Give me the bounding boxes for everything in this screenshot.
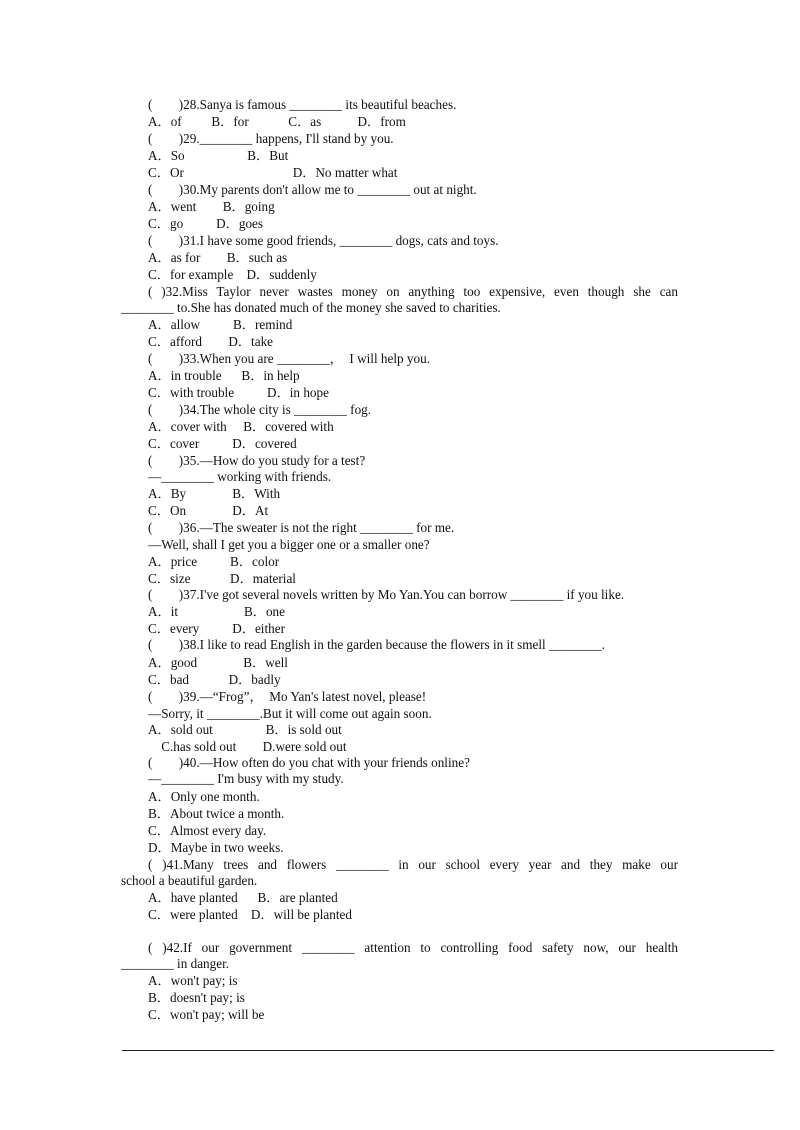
question-34: ( )34.The whole city is ________ fog. <box>148 402 372 417</box>
footer-rule <box>122 1050 774 1051</box>
question-39: ( )39.—“Frog”， Mo Yan's latest novel, please! <box>148 689 427 704</box>
question-37: ( )37.I've got several novels written by Mo Yan.You can borrow ________ if you like. <box>148 587 625 602</box>
question-40: ( )40.—How often do you chat with your friends online? <box>148 755 470 770</box>
question-40-reply: —________ I'm busy with my study. <box>148 771 344 786</box>
options-33-b: C．with trouble D．in hope <box>148 385 329 400</box>
options-39-a: A．sold out B．is sold out <box>148 722 342 737</box>
options-36-a: A．price B．color <box>148 554 280 569</box>
options-29-a: A．So B．But <box>148 148 289 163</box>
options-34-a: A．cover with B．covered with <box>148 419 334 434</box>
options-41-a: A．have planted B．are planted <box>148 890 338 905</box>
options-42-b: B．doesn't pay; is <box>148 990 245 1005</box>
options-31-b: C．for example D．suddenly <box>148 267 317 282</box>
question-32: ( )32.Miss Taylor never wastes money on anything too expensive, even though she can <box>148 284 678 299</box>
options-40-d: D．Maybe in two weeks. <box>148 840 284 855</box>
options-38-b: C．bad D．badly <box>148 672 281 687</box>
options-35-b: C．On D．At <box>148 503 269 518</box>
question-42-cont: ________ in danger. <box>121 956 230 971</box>
options-40-a: A．Only one month. <box>148 789 260 804</box>
options-28: A．of B．for C．as D．from <box>148 114 406 129</box>
question-36-reply: —Well, shall I get you a bigger one or a smaller one? <box>148 537 430 552</box>
options-37-a: A．it B．one <box>148 604 286 619</box>
options-38-a: A．good B．well <box>148 655 288 670</box>
options-29-b: C．Or D．No matter what <box>148 165 398 180</box>
question-31: ( )31.I have some good friends, ________ dogs, cats and toys. <box>148 233 499 248</box>
question-32-cont: ________ to.She has donated much of the money she saved to charities. <box>121 300 501 315</box>
question-39-reply: —Sorry, it ________.But it will come out again soon. <box>148 706 432 721</box>
question-38: ( )38.I like to read English in the garden because the flowers in it smell ________. <box>148 637 606 652</box>
question-28: ( )28.Sanya is famous ________ its beautiful beaches. <box>148 97 457 112</box>
options-37-b: C．every D．either <box>148 621 285 636</box>
options-40-c: C．Almost every day. <box>148 823 267 838</box>
options-33-a: A．in trouble B．in help <box>148 368 300 383</box>
question-41-cont: school a beautiful garden. <box>121 873 258 888</box>
options-35-a: A．By B．With <box>148 486 281 501</box>
options-30-b: C．go D．goes <box>148 216 264 231</box>
question-29: ( )29.________ happens, I'll stand by you. <box>148 131 394 146</box>
options-31-a: A．as for B．such as <box>148 250 288 265</box>
question-36: ( )36.—The sweater is not the right ________ for me. <box>148 520 455 535</box>
options-30-a: A．went B．going <box>148 199 275 214</box>
question-42: ( )42.If our government ________ attention to controlling food safety now, our health <box>148 940 678 955</box>
question-41: ( )41.Many trees and flowers ________ in our school every year and they make our <box>148 857 678 872</box>
options-42-a: A．won't pay; is <box>148 973 238 988</box>
options-41-b: C．were planted D．will be planted <box>148 907 352 922</box>
question-35-reply: —________ working with friends. <box>148 469 332 484</box>
options-36-b: C．size D．material <box>148 571 296 586</box>
options-32-b: C．afford D．take <box>148 334 274 349</box>
options-32-a: A．allow B．remind <box>148 317 293 332</box>
options-40-b: B．About twice a month. <box>148 806 285 821</box>
question-35: ( )35.—How do you study for a test? <box>148 453 366 468</box>
options-34-b: C．cover D．covered <box>148 436 297 451</box>
options-39-b: C.has sold out D.were sold out <box>148 739 347 754</box>
options-42-c: C．won't pay; will be <box>148 1007 265 1022</box>
question-33: ( )33.When you are ________， I will help you. <box>148 351 431 366</box>
question-30: ( )30.My parents don't allow me to ________ out at night. <box>148 182 477 197</box>
